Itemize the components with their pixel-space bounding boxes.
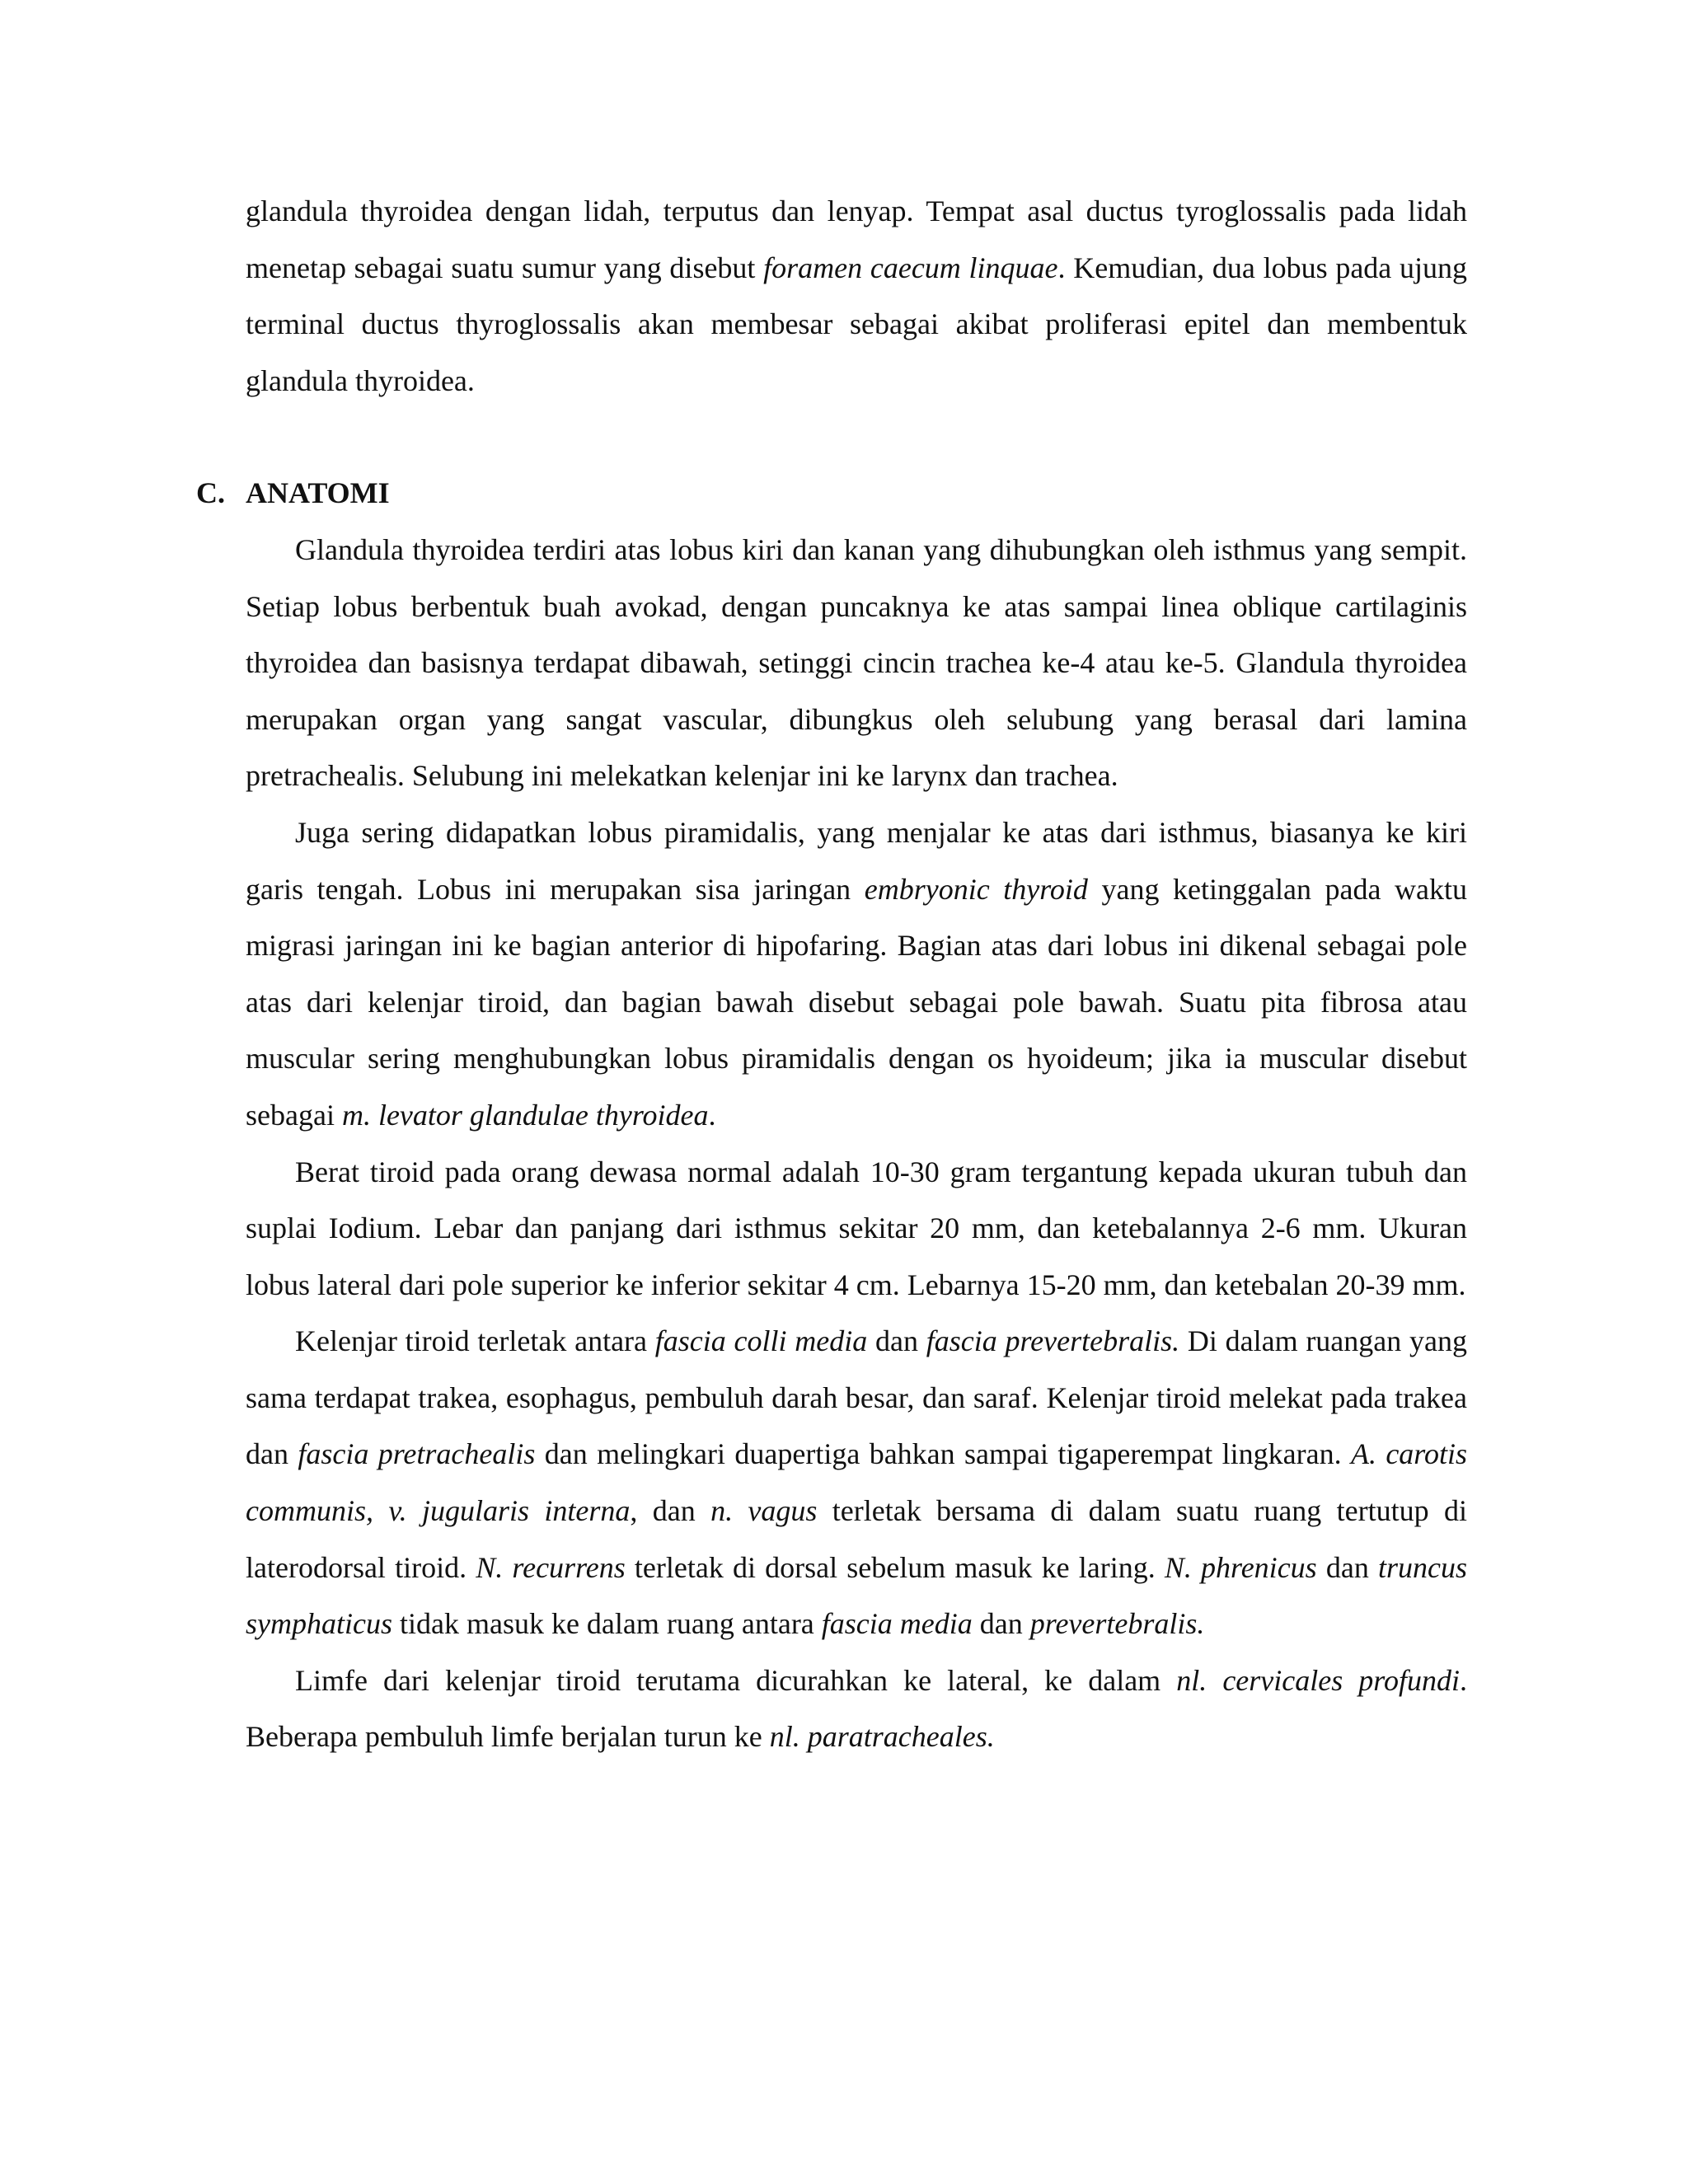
intro-text-end: . Kemudian, dua lobus pada ujung terminal ductus thyroglossalis akan membesar sebagai akibat proliferasi epitel dan membentuk glandula thyroidea.: [246, 251, 1467, 397]
paragraph-5-text: . Beberapa pembuluh limfe berjalan turun ke: [246, 1663, 1467, 1754]
section-number: C.: [196, 476, 225, 510]
paragraph-1: [246, 522, 1467, 804]
paragraph-4: [246, 1313, 1467, 1652]
paragraph-5: [246, 1652, 1467, 1765]
paragraph-2-text: yang ketinggalan pada waktu migrasi jaringan ini ke bagian anterior di hipofaring. Bagian atas dari lobus ini dikenal sebagai pole atas dari kelenjar tiroid, dan bagian bawah disebut sebagai pole bawah. Suatu pita fibrosa atau muscular sering menghubungkan lobus piramidalis dengan os hyoideum; jika ia muscular disebut sebagai: [246, 872, 1467, 1132]
paragraph-2-text: .: [708, 1098, 716, 1132]
paragraph-4-italic-term: fascia pretrachealis: [298, 1437, 536, 1471]
paragraph-2-text: Juga sering didapatkan lobus piramidalis, yang menjalar ke atas dari isthmus, biasanya ke kiri garis tengah. Lobus ini merupakan sisa jaringan: [246, 815, 1467, 906]
paragraph-3-text: Berat tiroid pada orang dewasa normal adalah 10-30 gram tergantung kepada ukuran tubuh dan suplai Iodium. Lebar dan panjang dari isthmus sekitar 20 mm, dan ketebalannya 2-6 mm. Ukuran lobus lateral dari pole superior ke inferior sekitar 4 cm. Lebarnya 15-20 mm, dan ketebalan 20-39 mm.: [246, 1155, 1467, 1301]
paragraph-4-italic-term: n. vagus: [710, 1494, 818, 1528]
paragraph-4-text: , dan: [630, 1494, 711, 1528]
paragraph-4-text: tidak masuk ke dalam ruang antara: [392, 1607, 822, 1641]
section-heading: [196, 465, 1467, 522]
paragraph-4-italic-term: fascia prevertebralis.: [926, 1324, 1180, 1358]
paragraph-4-italic-term: A. carotis communis, v. jugularis interna: [246, 1437, 1467, 1528]
paragraph-4-italic-term: fascia colli media: [654, 1324, 868, 1358]
paragraph-5-italic-term: nl. cervicales profundi: [1176, 1663, 1460, 1697]
paragraph-4-text: dan: [972, 1607, 1030, 1641]
paragraph-4-text: terletak di dorsal sebelum masuk ke laring.: [625, 1550, 1165, 1584]
paragraph-4-text: Kelenjar tiroid terletak antara: [295, 1324, 655, 1358]
paragraph-4-italic-term: fascia media: [821, 1607, 973, 1641]
paragraph-4-italic-term: N. phrenicus: [1164, 1550, 1317, 1584]
paragraph-4-italic-term: N. recurrens: [476, 1550, 626, 1584]
intro-paragraph: [246, 183, 1467, 409]
paragraph-4-text: terletak bersama di dalam suatu ruang tertutup di laterodorsal tiroid.: [246, 1494, 1467, 1584]
intro-italic-term: foramen caecum linquae: [763, 251, 1058, 284]
document-body: [196, 183, 1467, 1765]
paragraph-2-italic-term: m. levator glandulae thyroidea: [341, 1098, 709, 1132]
paragraph-1-text: Glandula thyroidea terdiri atas lobus kiri dan kanan yang dihubungkan oleh isthmus yang sempit. Setiap lobus berbentuk buah avokad, dengan puncaknya ke atas sampai linea oblique cartilaginis thyroidea dan basisnya terdapat dibawah, setinggi cincin trachea ke-4 atau ke-5. Glandula thyroidea merupakan organ yang sangat vascular, dibungkus oleh selubung yang berasal dari lamina pretrachealis. Selubung ini melekatkan kelenjar ini ke larynx dan trachea.: [246, 532, 1467, 793]
paragraph-5-text: Limfe dari kelenjar tiroid terutama dicurahkan ke lateral, ke dalam: [295, 1663, 1177, 1697]
paragraph-2: [246, 804, 1467, 1144]
section-title: ANATOMI: [246, 476, 390, 510]
paragraph-4-text: Di dalam ruangan yang sama terdapat trakea, esophagus, pembuluh darah besar, dan saraf. Kelenjar tiroid melekat pada trakea dan: [246, 1324, 1467, 1471]
intro-text: glandula thyroidea dengan lidah, terputus dan lenyap. Tempat asal ductus tyroglossalis pada lidah menetap sebagai suatu sumur yang disebut: [246, 194, 1467, 284]
paragraph-3: [246, 1144, 1467, 1314]
paragraph-4-italic-term: prevertebralis.: [1029, 1607, 1205, 1641]
paragraph-4-text: dan: [867, 1324, 926, 1358]
paragraph-2-italic-term: embryonic thyroid: [864, 872, 1088, 906]
paragraph-4-text: dan melingkari duapertiga bahkan sampai tigaperempat lingkaran.: [535, 1437, 1351, 1471]
paragraph-4-text: dan: [1316, 1550, 1378, 1584]
paragraph-4-italic-term: truncus symphaticus: [246, 1550, 1467, 1641]
paragraph-5-italic-term: nl. paratracheales.: [769, 1720, 995, 1754]
